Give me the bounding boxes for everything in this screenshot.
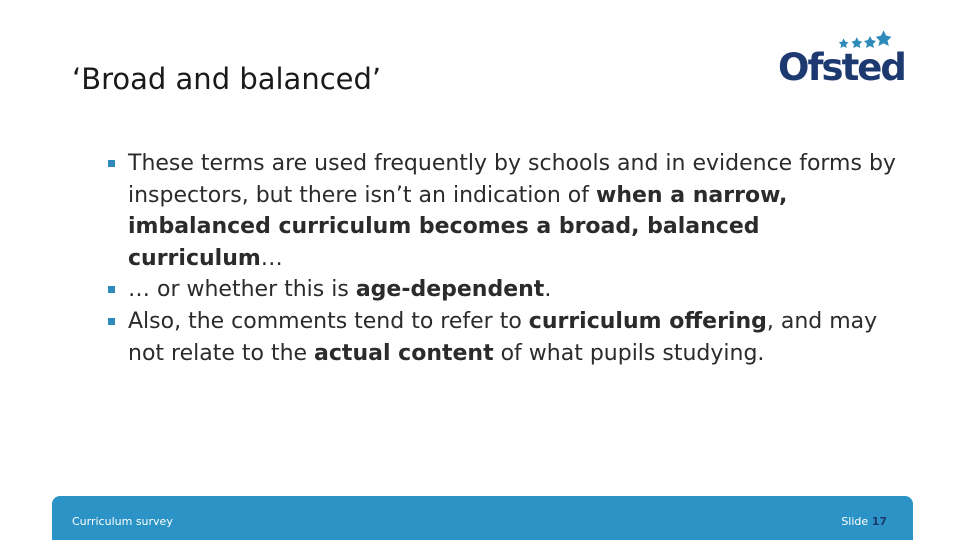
- emphasis-text: curriculum offering: [528, 308, 767, 334]
- bullet-text: Also, the comments tend to refer to: [128, 308, 529, 334]
- emphasis-text: age-dependent: [355, 277, 545, 303]
- bullet-text: , and may not relate to the: [128, 308, 878, 366]
- emphasis-text: when a narrow, imbalanced curriculum becomes a broad, balanced curriculum: [128, 182, 788, 271]
- bullet-item: [108, 148, 898, 274]
- bullet-item: [108, 306, 898, 369]
- bullet-list: [108, 148, 898, 369]
- slide-title: ‘Broad and balanced’: [72, 62, 382, 96]
- slide-number: 17: [871, 515, 887, 528]
- footer-title: Curriculum survey: [72, 515, 173, 528]
- bullet-text: of what pupils studying.: [493, 340, 765, 366]
- bullet-item: [108, 274, 898, 306]
- bullet-text: …: [260, 245, 283, 271]
- ofsted-logo: [778, 26, 905, 89]
- bullet-text: These terms are used frequently by schools and in evidence forms by inspectors, but there isn’t an indication of: [128, 151, 896, 208]
- bullet-marker-icon: [108, 286, 115, 293]
- emphasis-text: actual content: [314, 340, 494, 366]
- slide-label: Slide: [841, 515, 869, 528]
- bullet-text: … or whether this is: [128, 277, 356, 303]
- bullet-marker-icon: [108, 160, 115, 167]
- footer-bar: [52, 496, 913, 540]
- slide-number-label: [841, 515, 887, 528]
- bullet-marker-icon: [108, 318, 115, 325]
- bullet-text: .: [544, 277, 552, 303]
- logo-wordmark: Ofsted: [778, 46, 905, 89]
